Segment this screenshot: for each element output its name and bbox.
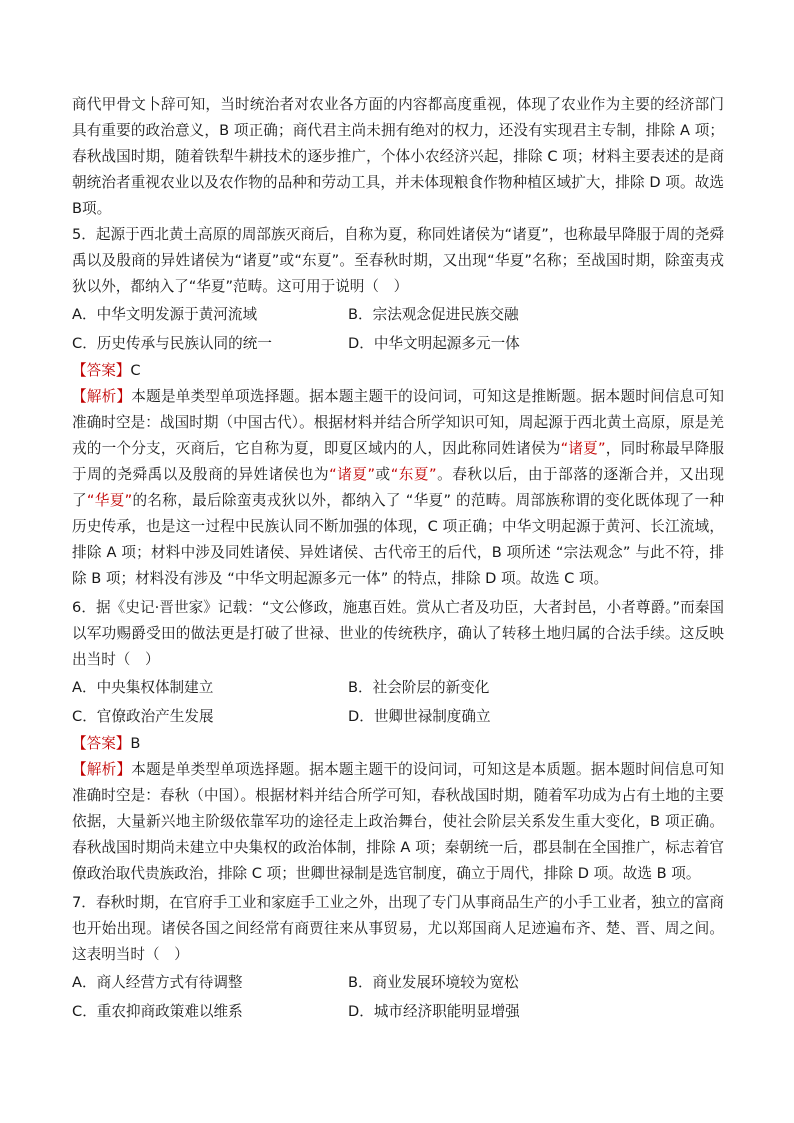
option-b: B．商业发展环境较为宽松 xyxy=(348,974,519,991)
question-6 xyxy=(72,595,724,887)
option-a: A．中央集权体制建立 xyxy=(72,679,214,696)
analysis-text: 。春秋以后，由于部落的逐渐合并，又出现了 xyxy=(72,466,724,509)
analysis-label: 【解析】 xyxy=(72,761,132,778)
document-page xyxy=(72,92,724,1026)
answer-label: 【答案】 xyxy=(72,362,131,379)
option-c: C．重农抑商政策难以维系 xyxy=(72,1003,243,1020)
highlight-term: “东夏” xyxy=(390,466,437,483)
highlight-term: “华夏” xyxy=(86,492,133,509)
analysis-text: 的名称，最后除蛮夷戎狄以外，都纳入了 “华夏” 的范畴。周部族称谓的变化既体现了一种历史传承，也是这一过程中民族认同不断加强的体现，C 项正确；中华文明起源于黄河、长江流域，排除 A 项；材料中涉及同姓诸侯、异姓诸侯、古代帝王的后代，B 项所述 “宗法观念” 与此不符，排除 B 项；材料没有涉及 “中华文明起源多元一体” 的特点，排除 D 项。故选 C 项。 xyxy=(72,492,724,587)
analysis-text: 或 xyxy=(375,466,391,483)
question-stem: 7．春秋时期，在官府手工业和家庭手工业之外，出现了专门从事商品生产的小手工业者，独立的富商也开始出现。诸侯各国之间经常有商贾往来从事贸易，尤以郑国商人足迹遍布齐、楚、晋、周之间。这表明当时（ ） xyxy=(72,894,724,963)
option-d: D．城市经济职能明显增强 xyxy=(348,1003,520,1020)
option-c: C．历史传承与民族认同的统一 xyxy=(72,335,272,352)
options-grid xyxy=(72,673,724,731)
question-5 xyxy=(72,222,724,592)
question-stem: 6．据《史记·晋世家》记载：“文公修政，施惠百姓。赏从亡者及功臣，大者封邑，小者尊爵。”而秦国以军功赐爵受田的做法更是打破了世禄、世业的传统秩序，确认了转移土地归属的合法手续。这反映出当时（ ） xyxy=(72,599,724,668)
answer-value: B xyxy=(130,735,141,752)
option-c: C．官僚政治产生发展 xyxy=(72,708,214,725)
option-a: A．商人经营方式有待调整 xyxy=(72,974,243,991)
options-grid xyxy=(72,300,724,358)
intro-paragraph: 商代甲骨文卜辞可知，当时统治者对农业各方面的内容都高度重视，体现了农业作为主要的经济部门具有重要的政治意义，B 项正确；商代君主尚未拥有绝对的权力，还没有实现君主专制，排除 A 项；春秋战国时期，随着铁犁牛耕技术的逐步推广，个体小农经济兴起，排除 C 项；材料主要表述的是商朝统治者重视农业以及农作物的品种和劳动工具，并未体现粮食作物种植区域扩大，排除 D 项。故选B项。 xyxy=(72,96,724,217)
highlight-term: “诸夏” xyxy=(329,466,376,483)
option-a: A．中华文明发源于黄河流域 xyxy=(72,306,258,323)
answer-line xyxy=(72,731,724,757)
analysis-text: 本题是单类型单项选择题。据本题主题干的设问词，可知这是推断题。据本题时间信息可知准确时空是：战国时期（中国古代）。根据材料并结合所学知识可知，周起源于西北黄土高原，原是羌戎的一个分支，灭商后，它自称为夏，即夏区域内的人，因此称同姓诸侯为 xyxy=(72,388,724,457)
analysis-text: ，同时称最早降服于周的尧舜禹以及殷商的异姓诸侯也为 xyxy=(72,440,724,483)
highlight-term: “诸夏” xyxy=(560,440,606,457)
option-b: B．宗法观念促进民族交融 xyxy=(348,306,519,323)
answer-label: 【答案】 xyxy=(72,735,131,752)
answer-line xyxy=(72,358,724,384)
options-grid xyxy=(72,968,724,1026)
analysis-text: 本题是单类型单项选择题。据本题主题干的设问词，可知这是本质题。据本题时间信息可知准确时空是：春秋（中国）。根据材料并结合所学可知，春秋战国时期，随着军功成为占有土地的主要依据，大量新兴地主阶级依靠军功的途径走上政治舞台，使社会阶层关系发生重大变化，B 项正确。春秋战国时期尚未建立中央集权的政治体制，排除 A 项；秦朝统一后，郡县制在全国推广，标志着官僚政治取代贵族政治，排除 C 项；世卿世禄制是选官制度，确立于周代，排除 D 项。故选 B 项。 xyxy=(72,761,724,882)
question-7 xyxy=(72,890,724,1026)
option-d: D．中华文明起源多元一体 xyxy=(348,335,520,352)
question-stem: 5．起源于西北黄土高原的周部族灭商后，自称为夏，称同姓诸侯为“诸夏”，也称最早降服于周的尧舜禹以及殷商的异姓诸侯为“诸夏”或“东夏”。至春秋时期，又出现“华夏”名称；至战国时期，除蛮夷戎狄以外，都纳入了“华夏”范畴。这可用于说明（ ） xyxy=(72,226,724,295)
option-d: D．世卿世禄制度确立 xyxy=(348,708,491,725)
analysis-paragraph xyxy=(72,757,724,887)
analysis-paragraph xyxy=(72,384,724,592)
option-b: B．社会阶层的新变化 xyxy=(348,679,490,696)
answer-value: C xyxy=(130,362,141,379)
analysis-label: 【解析】 xyxy=(72,388,132,405)
